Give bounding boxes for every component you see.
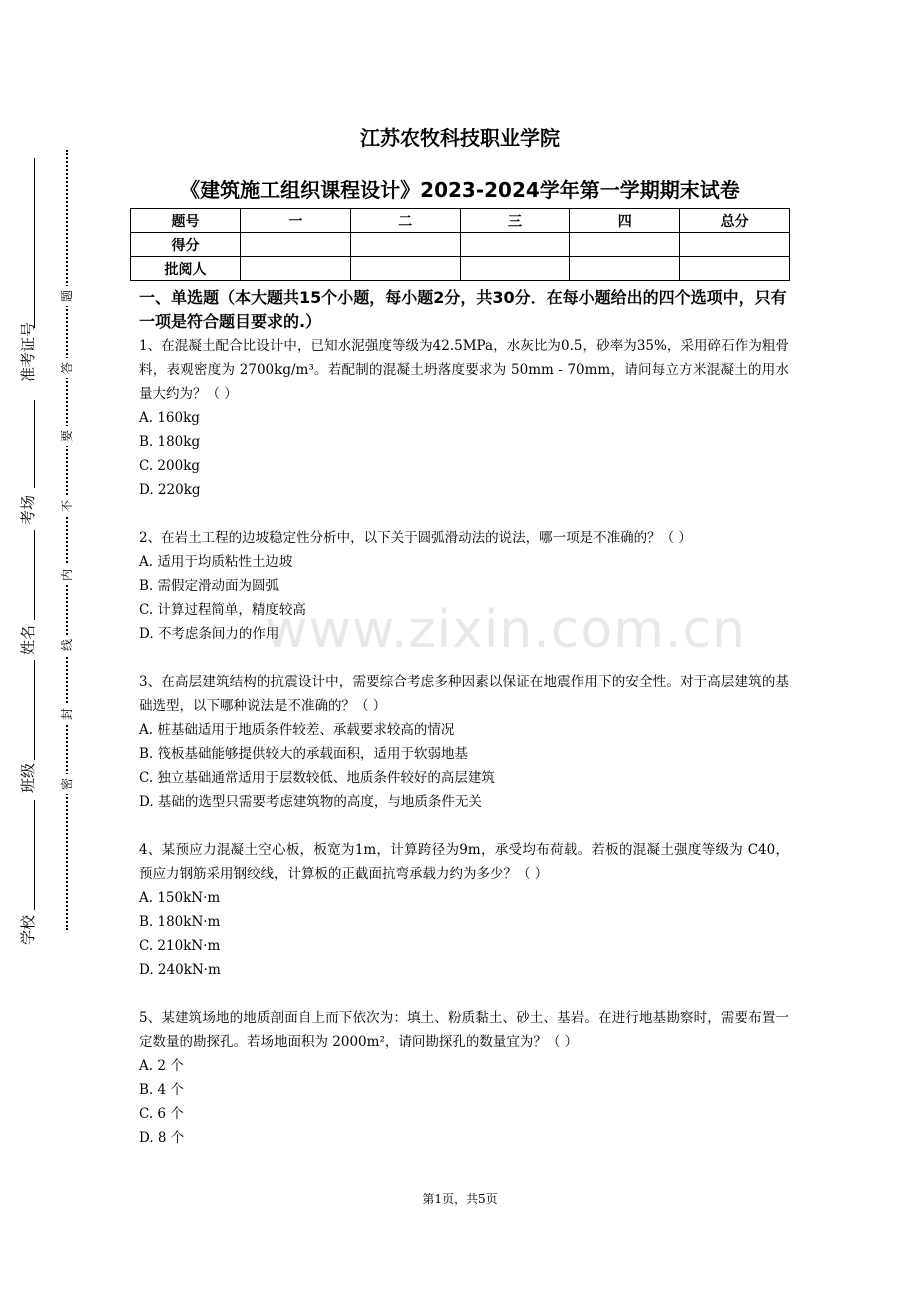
spacer bbox=[139, 814, 789, 838]
grader-cell[interactable] bbox=[460, 257, 570, 281]
seal-char: 不 bbox=[59, 496, 75, 516]
option-d: D. 220kg bbox=[139, 482, 201, 498]
option-d: D. 8 个 bbox=[139, 1130, 185, 1146]
option-b: B. 180kN·m bbox=[139, 914, 221, 930]
score-table-header-row bbox=[131, 209, 790, 233]
score-table-header-cell: 总分 bbox=[680, 209, 790, 233]
question-text: 5、某建筑场地的地质剖面自上而下依次为：填土、粉质黏土、砂土、基岩。在进行地基勘察时，需要布置一定数量的勘探孔。若场地面积为 2000m²，请问勘探孔的数量宜为？（ ） bbox=[139, 1010, 789, 1050]
exam-title: 《建筑施工组织课程设计》2023-2024学年第一学期期末试卷 bbox=[180, 178, 740, 202]
option-a: A. 2 个 bbox=[139, 1058, 184, 1074]
option-a: A. 150kN·m bbox=[139, 890, 221, 906]
grader-cell[interactable] bbox=[570, 257, 680, 281]
school-title: 江苏农牧科技职业学院 bbox=[360, 126, 560, 150]
section-heading: 一、单选题（本大题共15个小题，每小题2分，共30分．在每小题给出的四个选项中，只有一项是符合题目要求的.） bbox=[139, 288, 787, 331]
seal-char: 内 bbox=[59, 565, 75, 585]
score-table bbox=[130, 208, 790, 281]
score-table-header-cell: 二 bbox=[350, 209, 460, 233]
grader-cell[interactable] bbox=[680, 257, 790, 281]
seal-char: 封 bbox=[59, 704, 75, 724]
field-underline bbox=[34, 530, 35, 620]
option-a: A. 适用于均质粘性土边坡 bbox=[139, 554, 293, 570]
question-1 bbox=[139, 334, 789, 502]
field-label-exam-id: 准考证号 bbox=[19, 321, 37, 382]
grader-cell[interactable] bbox=[350, 257, 460, 281]
score-table-header-cell: 题号 bbox=[131, 209, 241, 233]
score-table-row bbox=[131, 257, 790, 281]
grader-cell[interactable] bbox=[241, 257, 351, 281]
option-a: A. 160kg bbox=[139, 410, 200, 426]
option-b: B. 180kg bbox=[139, 434, 201, 450]
question-4 bbox=[139, 838, 789, 982]
option-c: C. 计算过程简单，精度较高 bbox=[139, 602, 306, 618]
option-c: C. 独立基础通常适用于层数较低、地质条件较好的高层建筑 bbox=[139, 770, 495, 786]
page-footer: 第1页，共5页 bbox=[422, 1192, 498, 1206]
score-cell[interactable] bbox=[570, 233, 680, 257]
seal-char: 线 bbox=[59, 635, 75, 655]
option-b: B. 需假定滑动面为圆弧 bbox=[139, 578, 280, 594]
exam-content bbox=[139, 286, 789, 1150]
score-table-header-cell: 四 bbox=[570, 209, 680, 233]
score-table-header-cell: 一 bbox=[241, 209, 351, 233]
spacer bbox=[139, 502, 789, 526]
option-c: C. 6 个 bbox=[139, 1106, 184, 1122]
seal-char: 题 bbox=[59, 286, 75, 306]
option-d: D. 不考虑条间力的作用 bbox=[139, 626, 280, 642]
option-a: A. 桩基础适用于地质条件较差、承载要求较高的情况 bbox=[139, 722, 455, 738]
score-cell[interactable] bbox=[241, 233, 351, 257]
spacer bbox=[139, 982, 789, 1006]
question-text: 4、某预应力混凝土空心板，板宽为1m，计算跨径为9m，承受均布荷载。若板的混凝土强度等级为 C40，预应力钢筋采用钢绞线，计算板的正截面抗弯承载力约为多少？（ ） bbox=[139, 842, 789, 882]
question-5 bbox=[139, 1006, 789, 1150]
score-cell[interactable] bbox=[350, 233, 460, 257]
question-text: 2、在岩土工程的边坡稳定性分析中，以下关于圆弧滑动法的说法，哪一项是不准确的？（ ） bbox=[139, 530, 692, 546]
field-label-exam-room: 考场 bbox=[19, 495, 37, 526]
watermark: www.zixin.com.cn bbox=[265, 600, 746, 660]
question-text: 3、在高层建筑结构的抗震设计中，需要综合考虑多种因素以保证在地震作用下的安全性。对于高层建筑的基础选型，以下哪种说法是不准确的？（ ） bbox=[139, 674, 789, 714]
field-label-name: 姓名 bbox=[19, 625, 37, 656]
score-table-row-label: 得分 bbox=[131, 233, 241, 257]
option-d: D. 240kN·m bbox=[139, 962, 221, 978]
option-d: D. 基础的选型只需要考虑建筑物的高度，与地质条件无关 bbox=[139, 794, 482, 810]
option-c: C. 200kg bbox=[139, 458, 201, 474]
option-c: C. 210kN·m bbox=[139, 938, 221, 954]
seal-char: 密 bbox=[59, 774, 75, 794]
option-b: B. 4 个 bbox=[139, 1082, 184, 1098]
score-cell[interactable] bbox=[460, 233, 570, 257]
option-b: B. 筏板基础能够提供较大的承载面积，适用于软弱地基 bbox=[139, 746, 469, 762]
seal-dotted-line bbox=[66, 150, 68, 930]
field-underline bbox=[34, 800, 35, 910]
field-underline bbox=[34, 400, 35, 488]
seal-char: 答 bbox=[59, 358, 75, 378]
seal-char: 要 bbox=[59, 426, 75, 446]
score-table-row bbox=[131, 233, 790, 257]
field-underline bbox=[34, 660, 35, 760]
score-cell[interactable] bbox=[680, 233, 790, 257]
question-3 bbox=[139, 670, 789, 814]
question-text: 1、在混凝土配合比设计中，已知水泥强度等级为42.5MPa，水灰比为0.5，砂率为35%，采用碎石作为粗骨料，表观密度为 2700kg/m³。若配制的混凝土坍落度要求为 50mm - 70mm，请问每立方米混凝土的用水量大约为？（ ） bbox=[139, 338, 789, 402]
field-label-class: 班级 bbox=[19, 763, 37, 794]
score-table-row-label: 批阅人 bbox=[131, 257, 241, 281]
field-label-school: 学校 bbox=[19, 915, 37, 946]
score-table-header-cell: 三 bbox=[460, 209, 570, 233]
